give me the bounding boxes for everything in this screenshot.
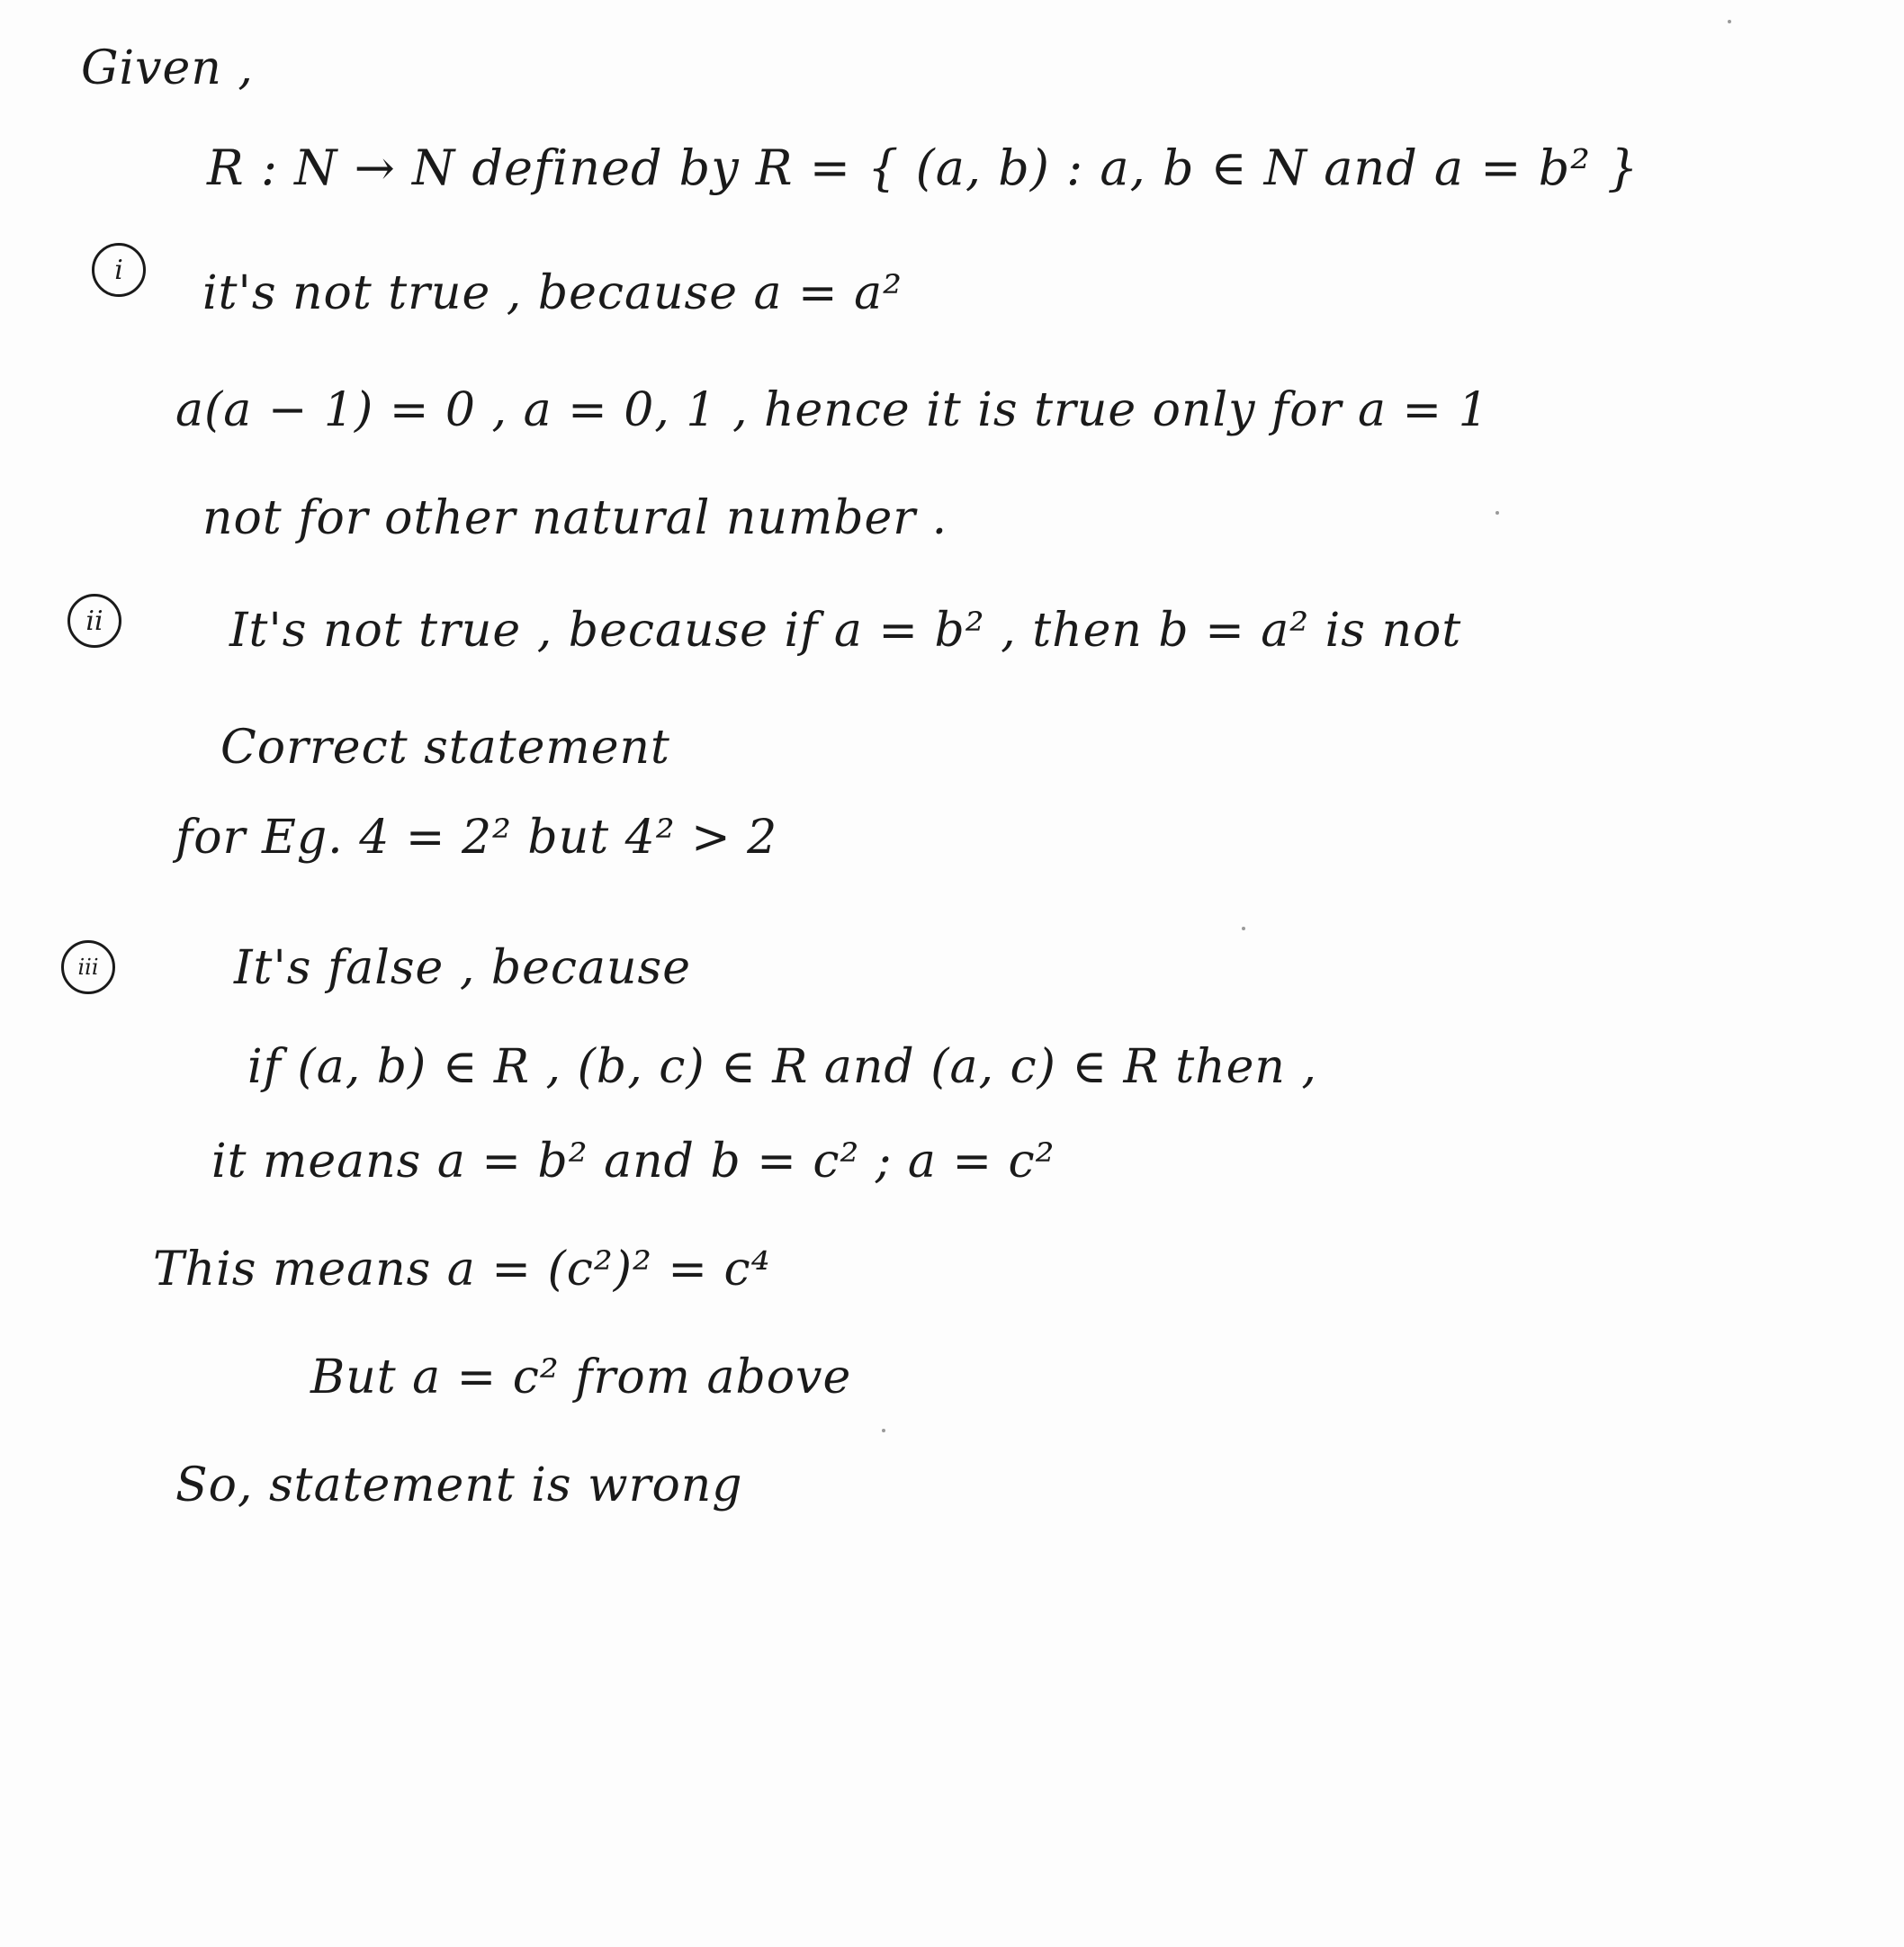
part-ii-line-2: Correct statement (220, 721, 670, 775)
given-heading: Given , (81, 41, 254, 95)
part-iii-line-4: This means a = (c²)² = c⁴ (153, 1243, 771, 1297)
part-iii-line-2: if (a, b) ∈ R , (b, c) ∈ R and (a, c) ∈ R then , (247, 1040, 1317, 1094)
paper-speck (1728, 20, 1731, 23)
part-iii-line-3: it means a = b² and b = c² ; a = c² (211, 1135, 1055, 1189)
part-iii-line-6: So, statement is wrong (175, 1458, 743, 1512)
part-iii-line-1: It's false , because (234, 941, 692, 995)
part-iii-marker: iii (61, 940, 115, 994)
part-i-line-2: a(a − 1) = 0 , a = 0, 1 , hence it is true only for a = 1 (175, 383, 1489, 437)
part-i-line-1: it's not true , because a = a² (202, 266, 903, 320)
relation-definition: R : N → N defined by R = { (a, b) : a, b ∈ N and a = b² } (207, 139, 1639, 196)
part-iii-line-5: But a = c² from above (310, 1350, 852, 1404)
part-ii-line-1: It's not true , because if a = b² , then b = a² is not (229, 604, 1462, 658)
part-ii-marker: ii (67, 594, 121, 648)
paper-speck (1242, 927, 1245, 930)
paper-speck (882, 1429, 885, 1432)
part-i-marker: i (92, 243, 146, 297)
paper-speck (1495, 511, 1499, 515)
part-ii-line-3: for Eg. 4 = 2² but 4² > 2 (175, 811, 778, 865)
part-i-line-3: not for other natural number . (202, 491, 948, 545)
